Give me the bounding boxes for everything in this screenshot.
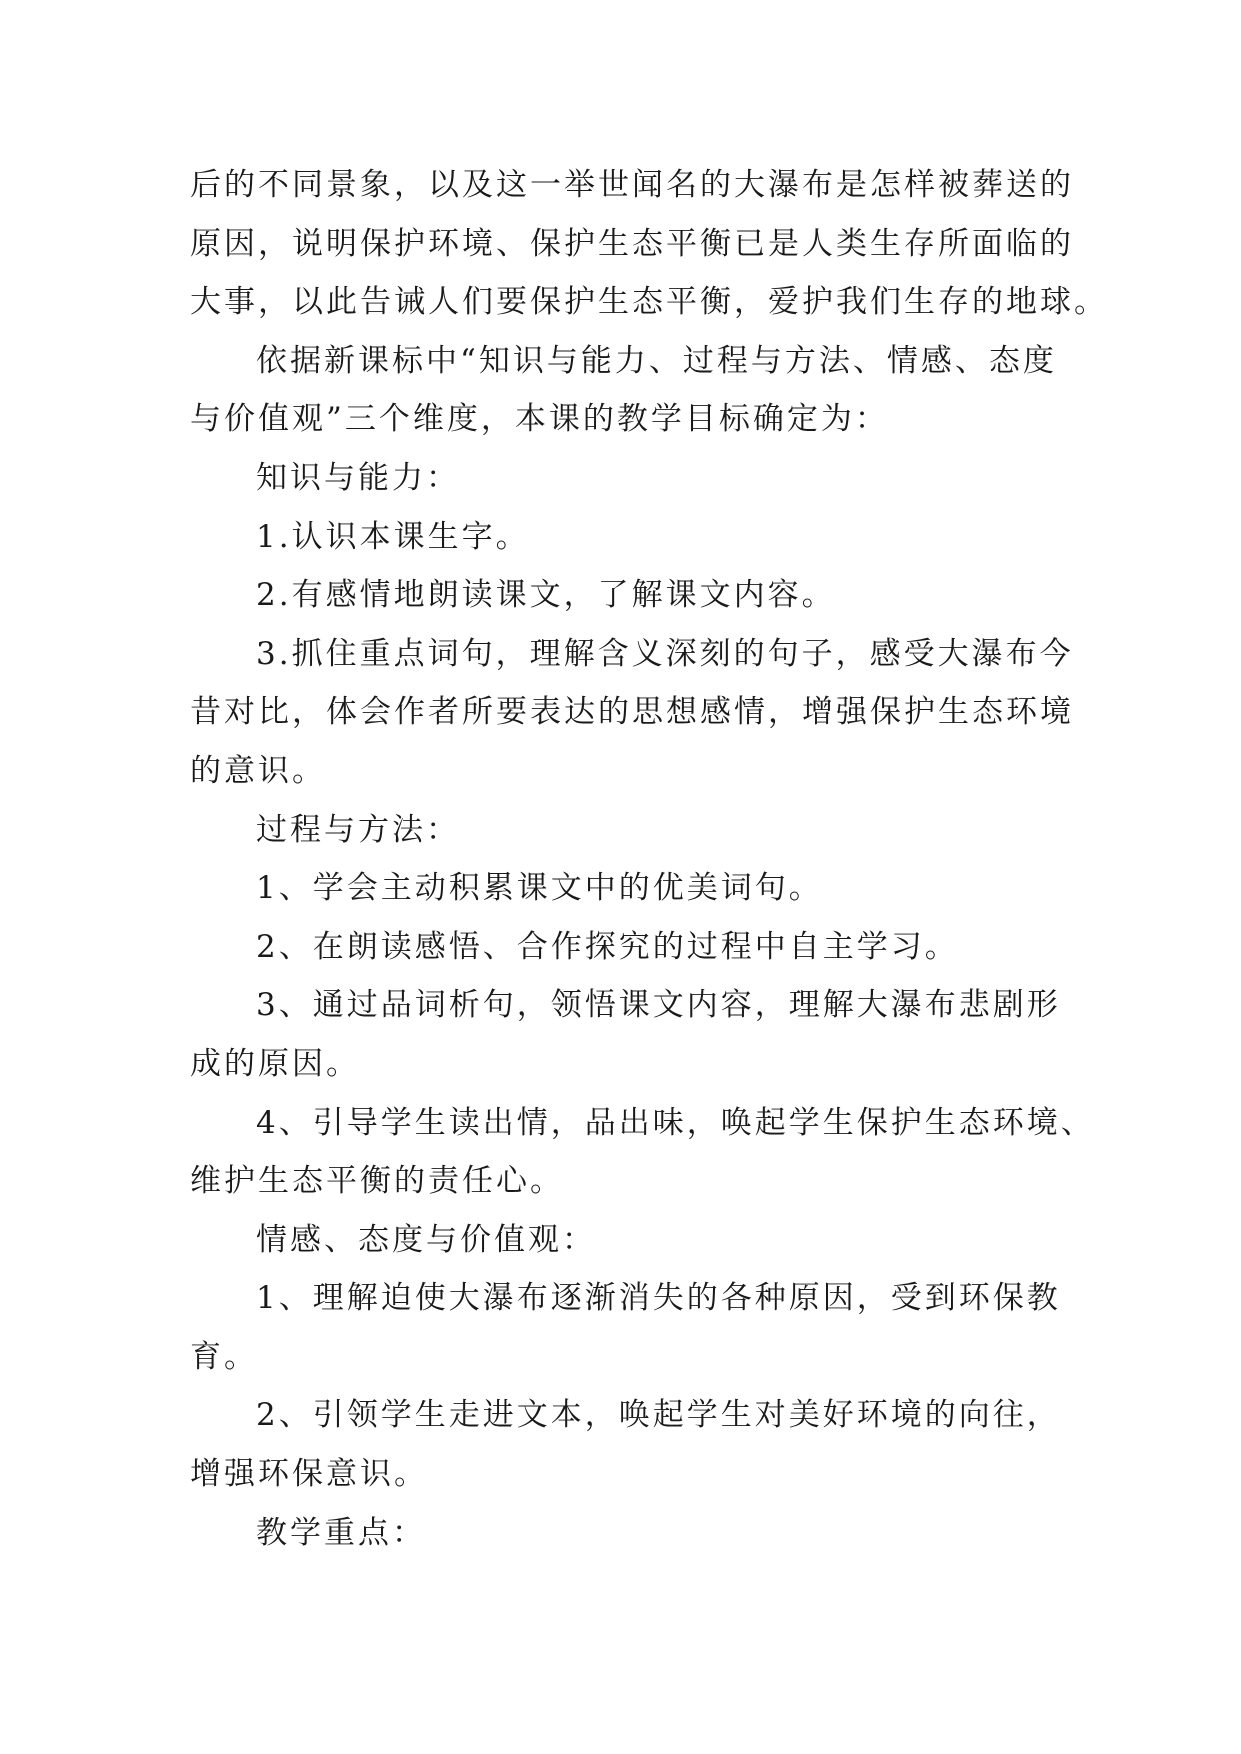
section-heading-process: 过程与方法： <box>256 811 460 848</box>
text-line-3: 大事，以此告诫人们要保护生态平衡，爱护我们生存的地球。 <box>190 284 1108 321</box>
text-line-2: 原因，说明保护环境、保护生态平衡已是人类生存所面临的 <box>190 225 1074 262</box>
list-item: 2、在朗读感悟、合作探究的过程中自主学习。 <box>256 928 959 965</box>
list-item: 3.抓住重点词句，理解含义深刻的句子，感受大瀑布今 <box>256 635 1074 672</box>
list-item: 3、通过品词析句，领悟课文内容，理解大瀑布悲剧形 <box>256 987 1061 1024</box>
list-item-continuation: 昔对比，体会作者所要表达的思想感情，增强保护生态环境 <box>190 694 1074 731</box>
list-item: 1.认识本课生字。 <box>256 518 530 555</box>
document-body <box>190 156 1108 1562</box>
list-item-continuation: 增强环保意识。 <box>190 1456 428 1493</box>
list-item: 4、引导学生读出情，品出味，唤起学生保护生态环境、 <box>256 1104 1095 1141</box>
text-line-4: 依据新课标中“知识与能力、过程与方法、情感、态度 <box>256 342 1057 379</box>
text-line-5: 与价值观”三个维度，本课的教学目标确定为： <box>190 401 889 438</box>
list-item: 1、学会主动积累课文中的优美词句。 <box>256 870 823 907</box>
section-heading-values: 情感、态度与价值观： <box>256 1221 596 1258</box>
list-item: 1、理解迫使大瀑布逐渐消失的各种原因，受到环保教 <box>256 1280 1061 1317</box>
list-item-continuation: 维护生态平衡的责任心。 <box>190 1163 564 1200</box>
list-item-continuation: 育。 <box>190 1338 258 1375</box>
section-heading-focus: 教学重点： <box>256 1514 426 1551</box>
section-heading-knowledge: 知识与能力： <box>256 459 460 496</box>
list-item: 2、引领学生走进文本，唤起学生对美好环境的向往， <box>256 1397 1061 1434</box>
text-line-1: 后的不同景象，以及这一举世闻名的大瀑布是怎样被葬送的 <box>190 167 1074 203</box>
list-item: 2.有感情地朗读课文，了解课文内容。 <box>256 577 836 614</box>
list-item-continuation: 成的原因。 <box>190 1045 360 1082</box>
list-item-continuation: 的意识。 <box>190 752 326 789</box>
